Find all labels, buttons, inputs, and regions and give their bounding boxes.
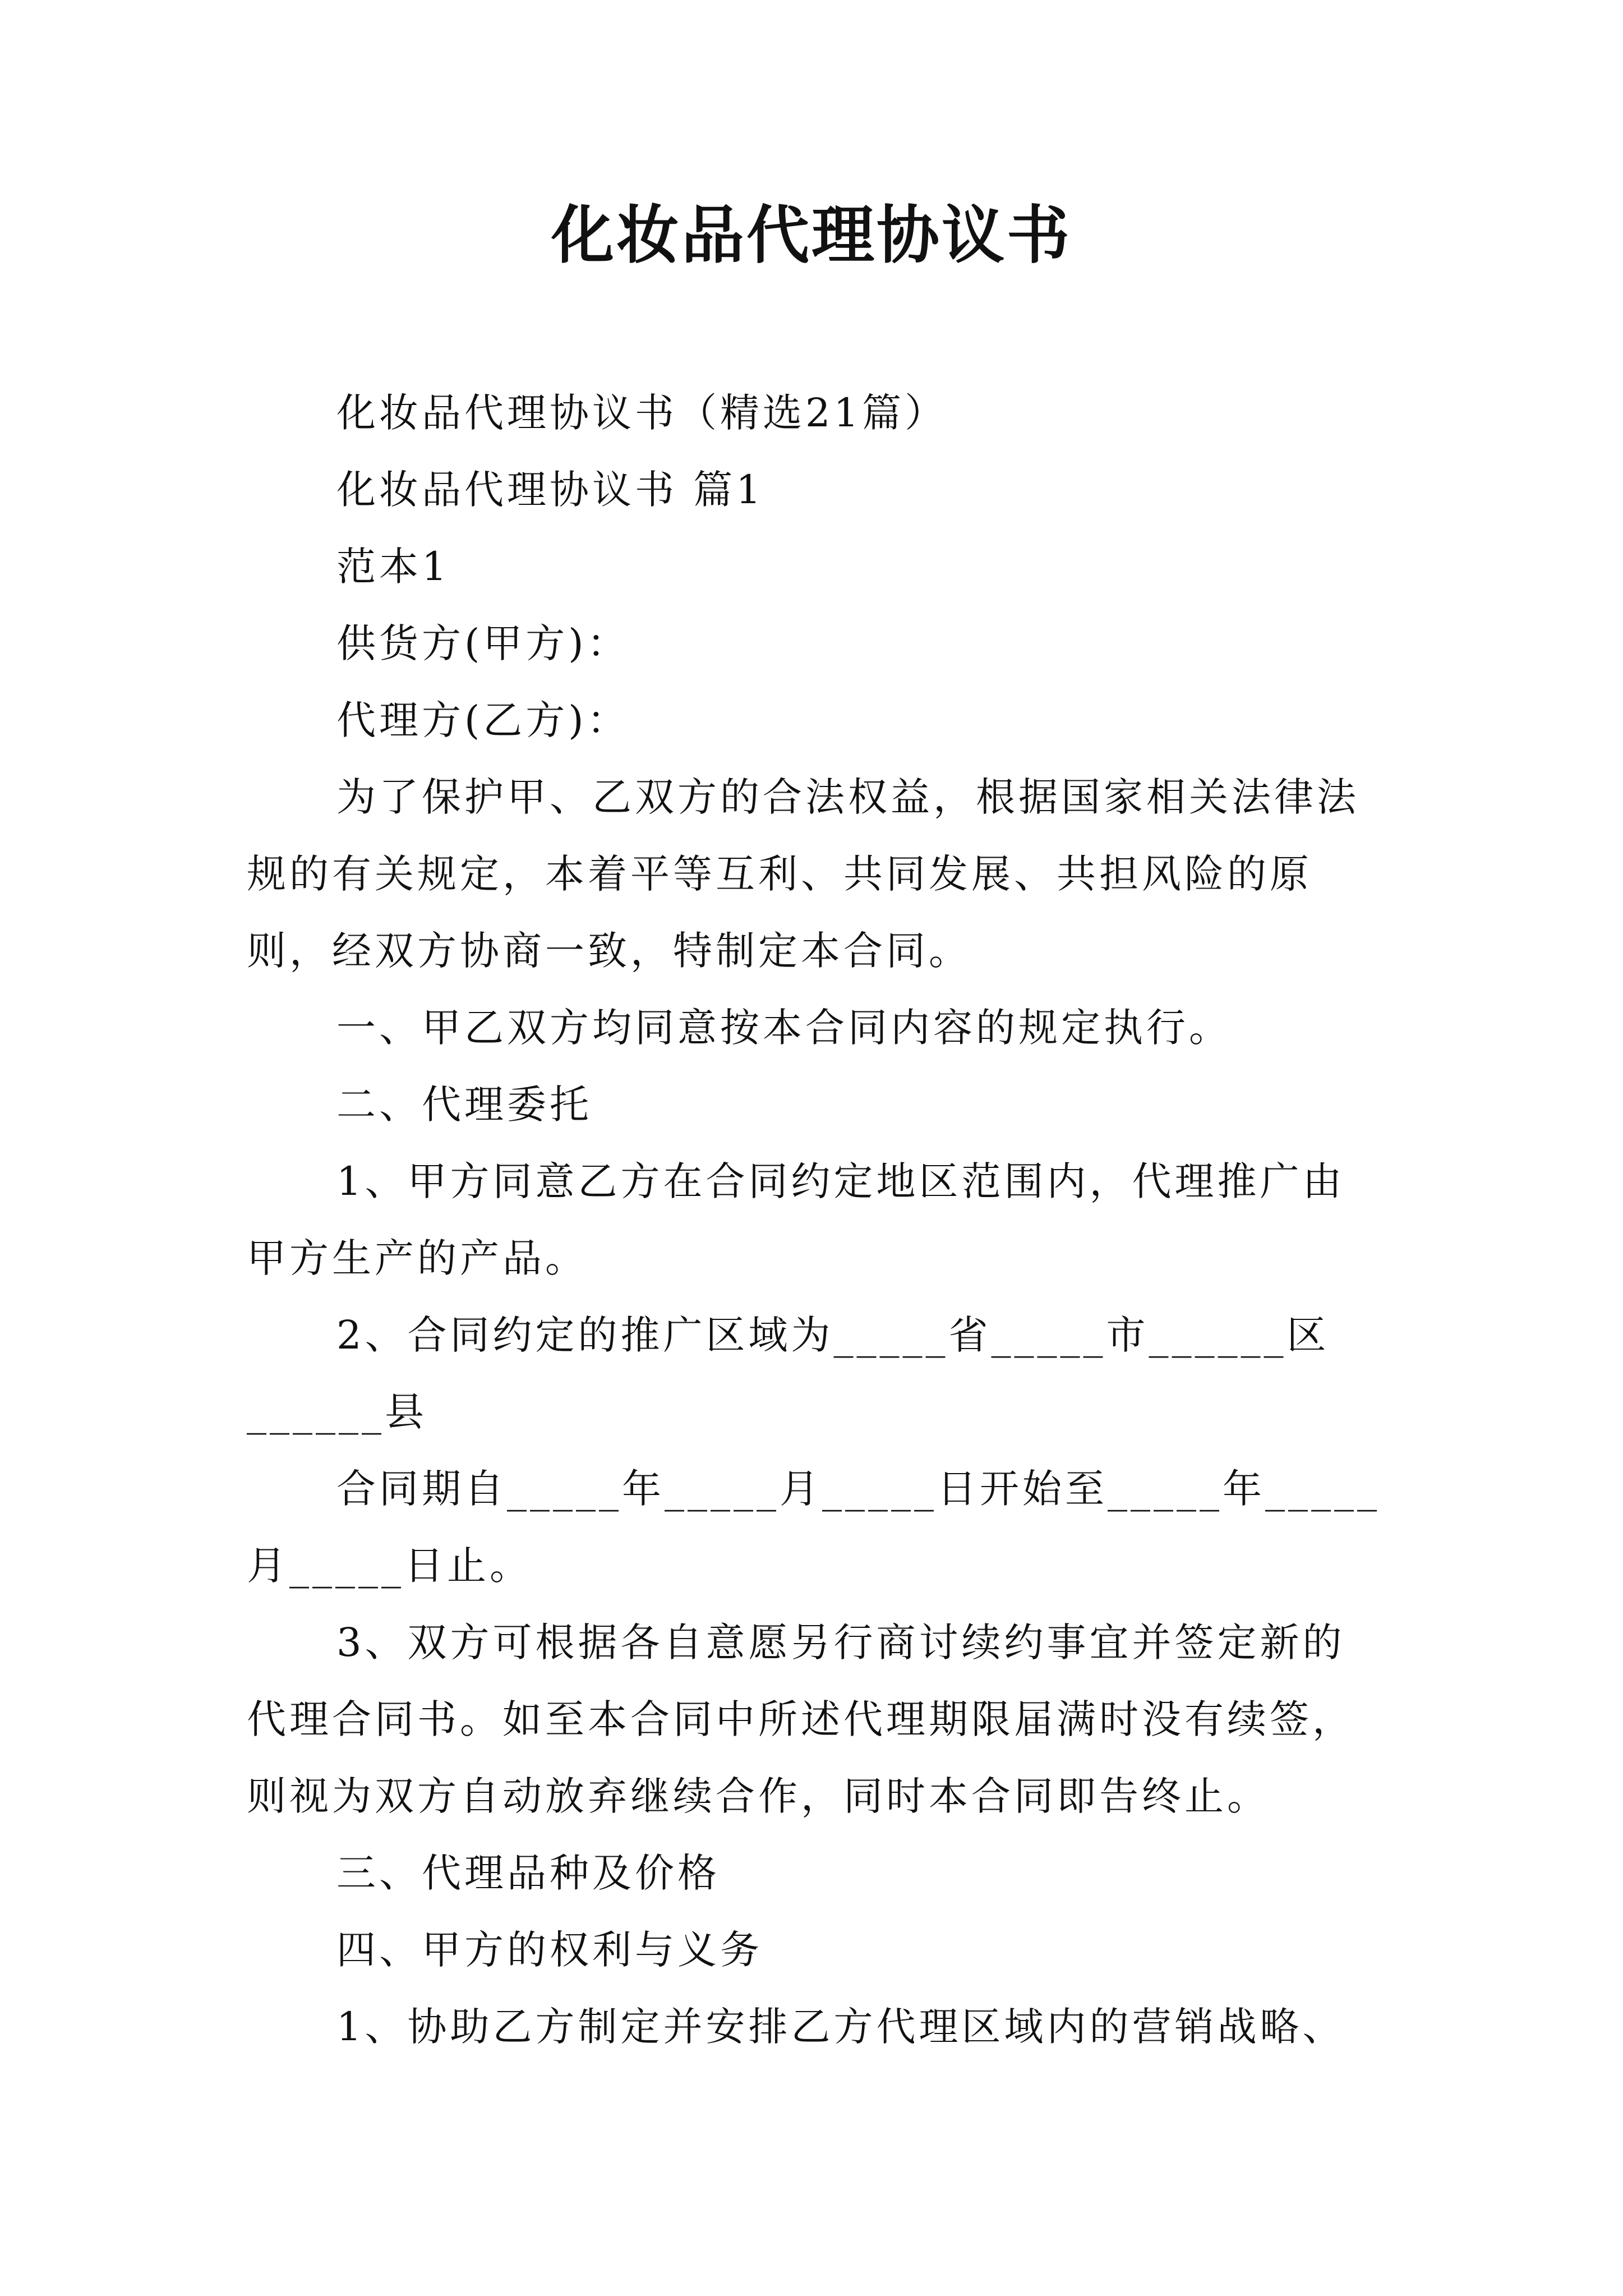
paragraph-template-label: 范本1 — [336, 544, 450, 590]
paragraph-section-heading: 化妆品代理协议书 篇1 — [336, 467, 764, 513]
paragraph-clause-2-3: 3、双方可根据各自意愿另行商讨续约事宜并签定新的代理合同书。如至本合同中所述代理期限届满时没有续签，则视为双方自动放弃继续合作，同时本合同即告终止。 — [247, 1619, 1355, 1819]
paragraph-clause-3-heading: 三、代理品种及价格 — [336, 1850, 720, 1896]
document-title: 化妆品代理协议书 — [551, 199, 1072, 272]
paragraph-party-b: 代理方(乙方)： — [336, 697, 630, 743]
paragraph-subtitle: 化妆品代理协议书（精选21篇） — [336, 390, 948, 436]
paragraph-clause-4-1: 1、协助乙方制定并安排乙方代理区域内的营销战略、 — [336, 2004, 1345, 2050]
paragraph-clause-4-heading: 四、甲方的权利与义务 — [336, 1927, 763, 1973]
document-body — [247, 375, 1385, 2065]
paragraph-contract-period: 合同期自_____年_____月_____日开始至_____年_____月_____日止。 — [247, 1466, 1380, 1589]
paragraph-clause-1: 一、甲乙双方均同意按本合同内容的规定执行。 — [336, 1005, 1232, 1051]
paragraph-clause-2-heading: 二、代理委托 — [336, 1082, 592, 1128]
paragraph-preamble: 为了保护甲、乙双方的合法权益，根据国家相关法律法规的有关规定，本着平等互利、共同发展、共担风险的原则，经双方协商一致，特制定本合同。 — [247, 774, 1359, 974]
paragraph-party-a: 供货方(甲方)： — [336, 620, 630, 666]
paragraph-clause-2-2: 2、合同约定的推广区域为_____省_____市______区______县 — [247, 1312, 1330, 1435]
paragraph-clause-2-1: 1、甲方同意乙方在合同约定地区范围内，代理推广由甲方生产的产品。 — [247, 1158, 1345, 1281]
